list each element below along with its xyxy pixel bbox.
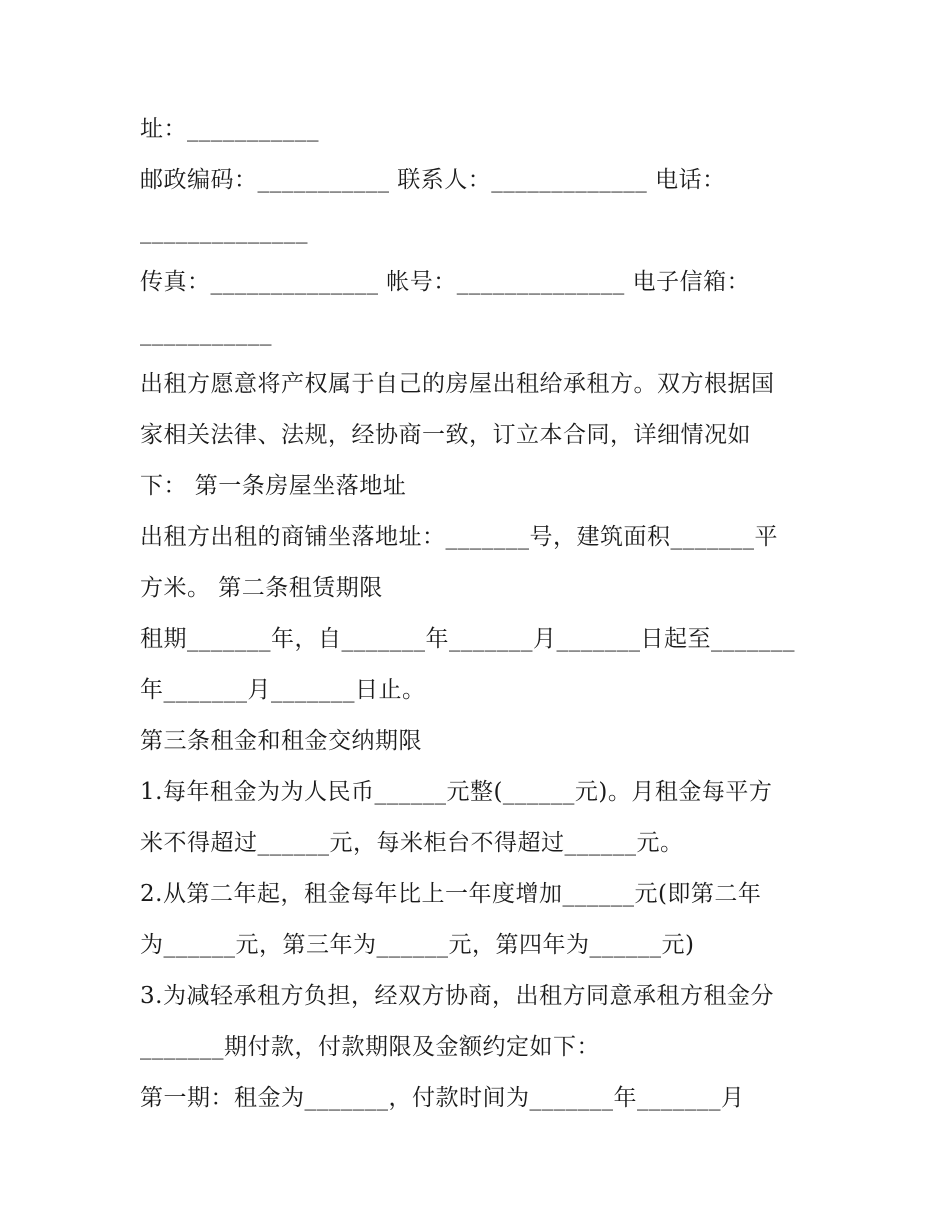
first-installment-line: 第一期：租金为_______，付款时间为_______年_______月 xyxy=(140,1085,745,1111)
rent-clause-2-line-2: 为______元，第三年为______元，第四年为______元) xyxy=(140,932,695,958)
rent-clause-1-line-1: 1.每年租金为为人民币______元整(______元)。月租金每平方 xyxy=(140,779,773,805)
article-1-heading: 下： 第一条房屋坐落地址 xyxy=(140,473,407,499)
rent-clause-3-line-2: _______期付款，付款期限及金额约定如下： xyxy=(140,1034,600,1060)
postal-contact-phone-line: 邮政编码：___________ 联系人：_____________ 电话： xyxy=(140,167,726,193)
fax-account-email-line: 传真：______________ 帐号：______________ 电子信箱： xyxy=(140,269,751,295)
phone-blank-line: ______________ xyxy=(140,218,308,244)
rent-clause-2-line-1: 2.从第二年起，租金每年比上一年度增加______元(即第二年 xyxy=(140,881,762,907)
intro-paragraph-line-2: 家相关法律、法规，经协商一致，订立本合同，详细情况如 xyxy=(140,422,751,448)
address-line: 址：___________ xyxy=(140,116,319,142)
rent-clause-1-line-2: 米不得超过______元，每米柜台不得超过______元。 xyxy=(140,830,684,856)
article-3-heading: 第三条租金和租金交纳期限 xyxy=(140,728,422,754)
article-2-heading: 方米。 第二条租赁期限 xyxy=(140,575,383,601)
rent-clause-3-line-1: 3.为减轻承租方负担，经双方协商，出租方同意承租方租金分 xyxy=(140,983,774,1009)
lease-term-line-2: 年_______月_______日止。 xyxy=(140,677,426,703)
intro-paragraph-line-1: 出租方愿意将产权属于自己的房屋出租给承租方。双方根据国 xyxy=(140,371,775,397)
shop-address-line: 出租方出租的商铺坐落地址：_______号，建筑面积_______平 xyxy=(140,524,778,550)
contract-page xyxy=(140,104,820,1124)
lease-term-line-1: 租期_______年，自_______年_______月_______日起至_______ xyxy=(140,626,795,652)
email-blank-line: ___________ xyxy=(140,320,272,346)
